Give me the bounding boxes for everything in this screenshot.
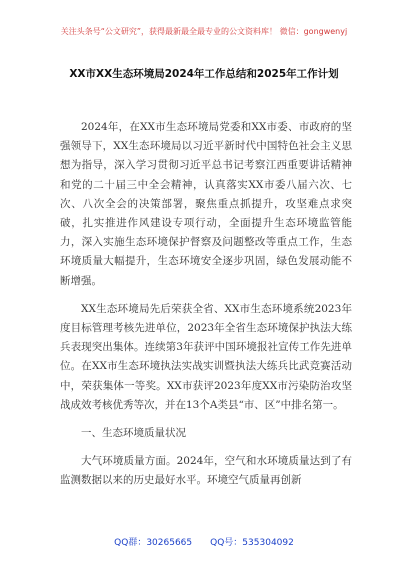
paragraph-2: XX生态环境局先后荣获全省、XX市生态环境系统2023年度目标管理考核先进单位，2023年全省生态环境保护执法大练兵表现突出集体。连续第3年获评中国环境报社宣传工作先进单位。在XX市生态环境执法实战实训暨执法大练兵比武竞赛活动中，荣获集体一等奖。XX市获评2023年度XX市污染防治攻坚战成效考核优秀等次，并在13个A类县“市、区”中排名第一。	[60, 302, 352, 411]
footer-contact	[0, 535, 408, 548]
header-note: 关注头条号“公文研究”，获得最新最全最专业的公文资料库！ 微信：gongwenyj	[60, 27, 348, 36]
qq-number: QQ号：535304092	[210, 538, 294, 548]
qq-group-number: QQ群：30265665	[114, 538, 193, 548]
paragraph-3: 大气环境质量方面。2024年，空气和水环境质量达到了有监测数据以来的历史最好水平。环境空气质量再创新	[60, 455, 352, 487]
section-heading: 一、生态环境质量状况	[81, 427, 186, 440]
page-title: XX市XX生态环境局2024年工作总结和2025年工作计划	[69, 68, 339, 80]
paragraph-1: 2024年，在XX市生态环境局党委和XX市委、市政府的坚强领导下，XX生态环境局以习近平新时代中国特色社会主义思想为指导，深入学习贯彻习近平总书记考察江西重要讲话精神和党的二十届三中全会精神，认真落实XX市委八届六次、七次、八次全会的决策部署，聚焦重点抓提升，攻坚难点求突破，扎实推进作风建设专项行动，全面提升生态环境监管能力，深入实施生态环境保护督察及问题整改等重点工作，生态环境质量大幅提升，生态环境安全逐步巩固，绿色发展动能不断增强。	[60, 121, 352, 287]
document-body	[60, 118, 352, 491]
